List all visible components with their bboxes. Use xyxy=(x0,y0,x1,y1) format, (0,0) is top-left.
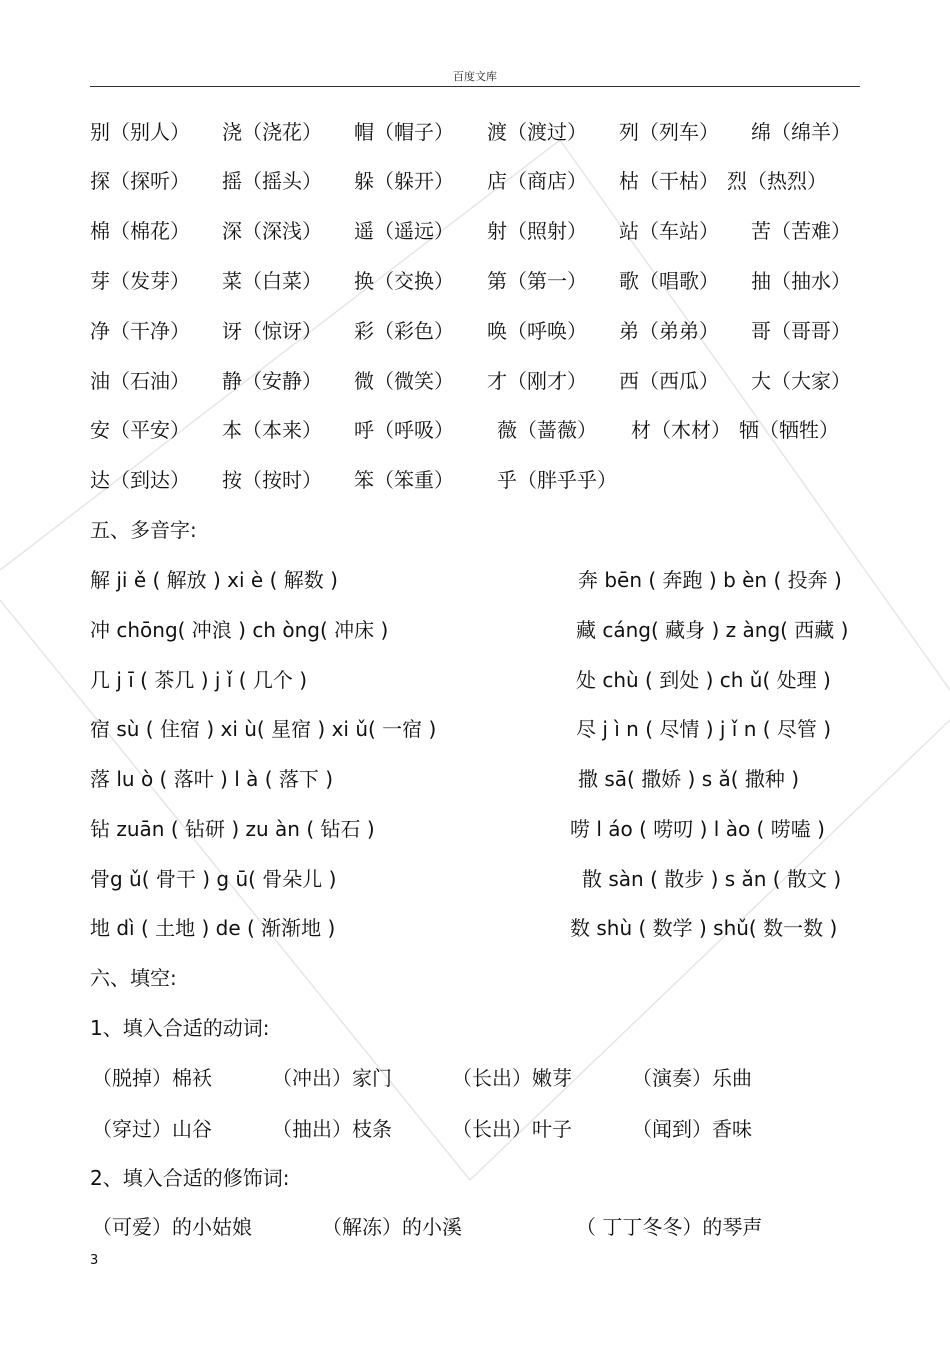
verb-fill-item: （穿过）山谷 xyxy=(92,1117,212,1141)
section-five-heading: 五、多音字: xyxy=(90,518,197,542)
vocab-item: 躲（躲开） xyxy=(354,169,454,193)
modifier-fill-item: （可爱）的小姑娘 xyxy=(92,1215,252,1239)
vocab-item: 抽（抽水） xyxy=(751,269,851,293)
vocab-item: 绵（绵羊） xyxy=(751,120,851,144)
polyphonic-item: 尽 j ì n ( 尽情 ) j ǐ n ( 尽管 ) xyxy=(576,717,832,741)
polyphonic-item: 藏 cáng( 藏身 ) z àng( 西藏 ) xyxy=(576,618,849,642)
modifier-fill-heading: 2、填入合适的修饰词: xyxy=(90,1166,290,1190)
header-divider xyxy=(90,86,860,87)
vocab-item: 深（深浅） xyxy=(222,219,322,243)
verb-fill-item: （抽出）枝条 xyxy=(272,1117,392,1141)
verb-fill-heading: 1、填入合适的动词: xyxy=(90,1016,270,1040)
polyphonic-item: 几 j ī ( 茶几 ) j ǐ ( 几个 ) xyxy=(90,668,308,692)
vocab-item: 第（第一） xyxy=(487,269,587,293)
vocab-item: 哥（哥哥） xyxy=(751,319,851,343)
vocab-item: 探（探听） xyxy=(90,169,190,193)
verb-fill-item: （演奏）乐曲 xyxy=(632,1066,752,1090)
modifier-fill-item: （ 丁丁冬冬）的琴声 xyxy=(576,1215,763,1239)
vocab-item: 油（石油） xyxy=(90,369,190,393)
vocab-item: 弟（弟弟） xyxy=(619,319,719,343)
vocab-item: 材（木材） xyxy=(631,418,731,442)
polyphonic-item: 奔 bēn ( 奔跑 ) b èn ( 投奔 ) xyxy=(578,568,842,592)
polyphonic-item: 散 sàn ( 散步 ) s ǎn ( 散文 ) xyxy=(582,867,842,891)
page-number: 3 xyxy=(90,1253,99,1268)
vocab-item: 菜（白菜） xyxy=(222,269,322,293)
vocab-item: 渡（渡过） xyxy=(487,120,587,144)
vocab-item: 西（西瓜） xyxy=(619,369,719,393)
verb-fill-item: （冲出）家门 xyxy=(272,1066,392,1090)
vocab-item: 摇（摇头） xyxy=(222,169,322,193)
verb-fill-item: （长出）嫩芽 xyxy=(452,1066,572,1090)
vocab-item: 笨（笨重） xyxy=(354,468,454,492)
vocab-item: 枯（干枯） xyxy=(619,169,719,193)
vocab-item: 歌（唱歌） xyxy=(619,269,719,293)
vocab-item: 棉（棉花） xyxy=(90,219,190,243)
vocab-item: 唤（呼唤） xyxy=(487,319,587,343)
vocab-item: 苦（苦难） xyxy=(751,219,851,243)
vocab-item: 站（车站） xyxy=(619,219,719,243)
vocab-item: 达（到达） xyxy=(90,468,190,492)
polyphonic-item: 撒 sā( 撒娇 ) s ǎ( 撒种 ) xyxy=(578,767,800,791)
section-six-heading: 六、填空: xyxy=(90,966,177,990)
verb-fill-item: （闻到）香味 xyxy=(632,1117,752,1141)
vocab-item: 薇（蔷薇） xyxy=(497,418,597,442)
vocab-item: 彩（彩色） xyxy=(354,319,454,343)
vocab-item: 射（照射） xyxy=(487,219,587,243)
vocab-item: 店（商店） xyxy=(487,169,587,193)
vocab-item: 浇（浇花） xyxy=(222,120,322,144)
vocab-item: 本（本来） xyxy=(222,418,322,442)
verb-fill-item: （长出）叶子 xyxy=(452,1117,572,1141)
vocab-item: 帽（帽子） xyxy=(354,120,454,144)
vocab-item: 呼（呼吸） xyxy=(354,418,454,442)
vocab-item: 别（别人） xyxy=(90,120,190,144)
vocab-item: 大（大家） xyxy=(751,369,851,393)
verb-fill-item: （脱掉）棉袄 xyxy=(92,1066,212,1090)
polyphonic-item: 地 dì ( 土地 ) de ( 渐渐地 ) xyxy=(90,916,336,940)
vocab-item: 列（列车） xyxy=(619,120,719,144)
polyphonic-item: 钻 zuān ( 钻研 ) zu àn ( 钻石 ) xyxy=(90,817,375,841)
vocab-item: 净（干净） xyxy=(90,319,190,343)
modifier-fill-item: （解冻）的小溪 xyxy=(322,1215,462,1239)
polyphonic-item: 解 ji ě ( 解放 ) xi è ( 解数 ) xyxy=(90,568,338,592)
polyphonic-item: 唠 l áo ( 唠叨 ) l ào ( 唠嗑 ) xyxy=(570,817,825,841)
vocab-item: 烈（热烈） xyxy=(727,169,827,193)
polyphonic-item: 处 chù ( 到处 ) ch ǔ( 处理 ) xyxy=(576,668,831,692)
vocab-item: 微（微笑） xyxy=(354,369,454,393)
vocab-item: 安（平安） xyxy=(90,418,190,442)
polyphonic-item: 宿 sù ( 住宿 ) xi ù( 星宿 ) xi ǔ( 一宿 ) xyxy=(90,717,437,741)
vocab-item: 牺（牺牲） xyxy=(739,418,839,442)
vocab-item: 讶（惊讶） xyxy=(222,319,322,343)
vocab-item: 乎（胖乎乎） xyxy=(497,468,617,492)
vocab-item: 按（按时） xyxy=(222,468,322,492)
polyphonic-item: 冲 chōng( 冲浪 ) ch òng( 冲床 ) xyxy=(90,618,389,642)
vocab-item: 换（交换） xyxy=(354,269,454,293)
polyphonic-item: 落 lu ò ( 落叶 ) l à ( 落下 ) xyxy=(90,767,334,791)
vocab-item: 才（刚才） xyxy=(487,369,587,393)
vocab-item: 遥（遥远） xyxy=(354,219,454,243)
polyphonic-item: 骨g ǔ( 骨干 ) g ū( 骨朵儿 ) xyxy=(90,867,337,891)
vocab-item: 芽（发芽） xyxy=(90,269,190,293)
page-header: 百度文库 xyxy=(453,70,497,83)
vocab-item: 静（安静） xyxy=(222,369,322,393)
polyphonic-item: 数 shù ( 数学 ) shǔ( 数一数 ) xyxy=(570,916,838,940)
